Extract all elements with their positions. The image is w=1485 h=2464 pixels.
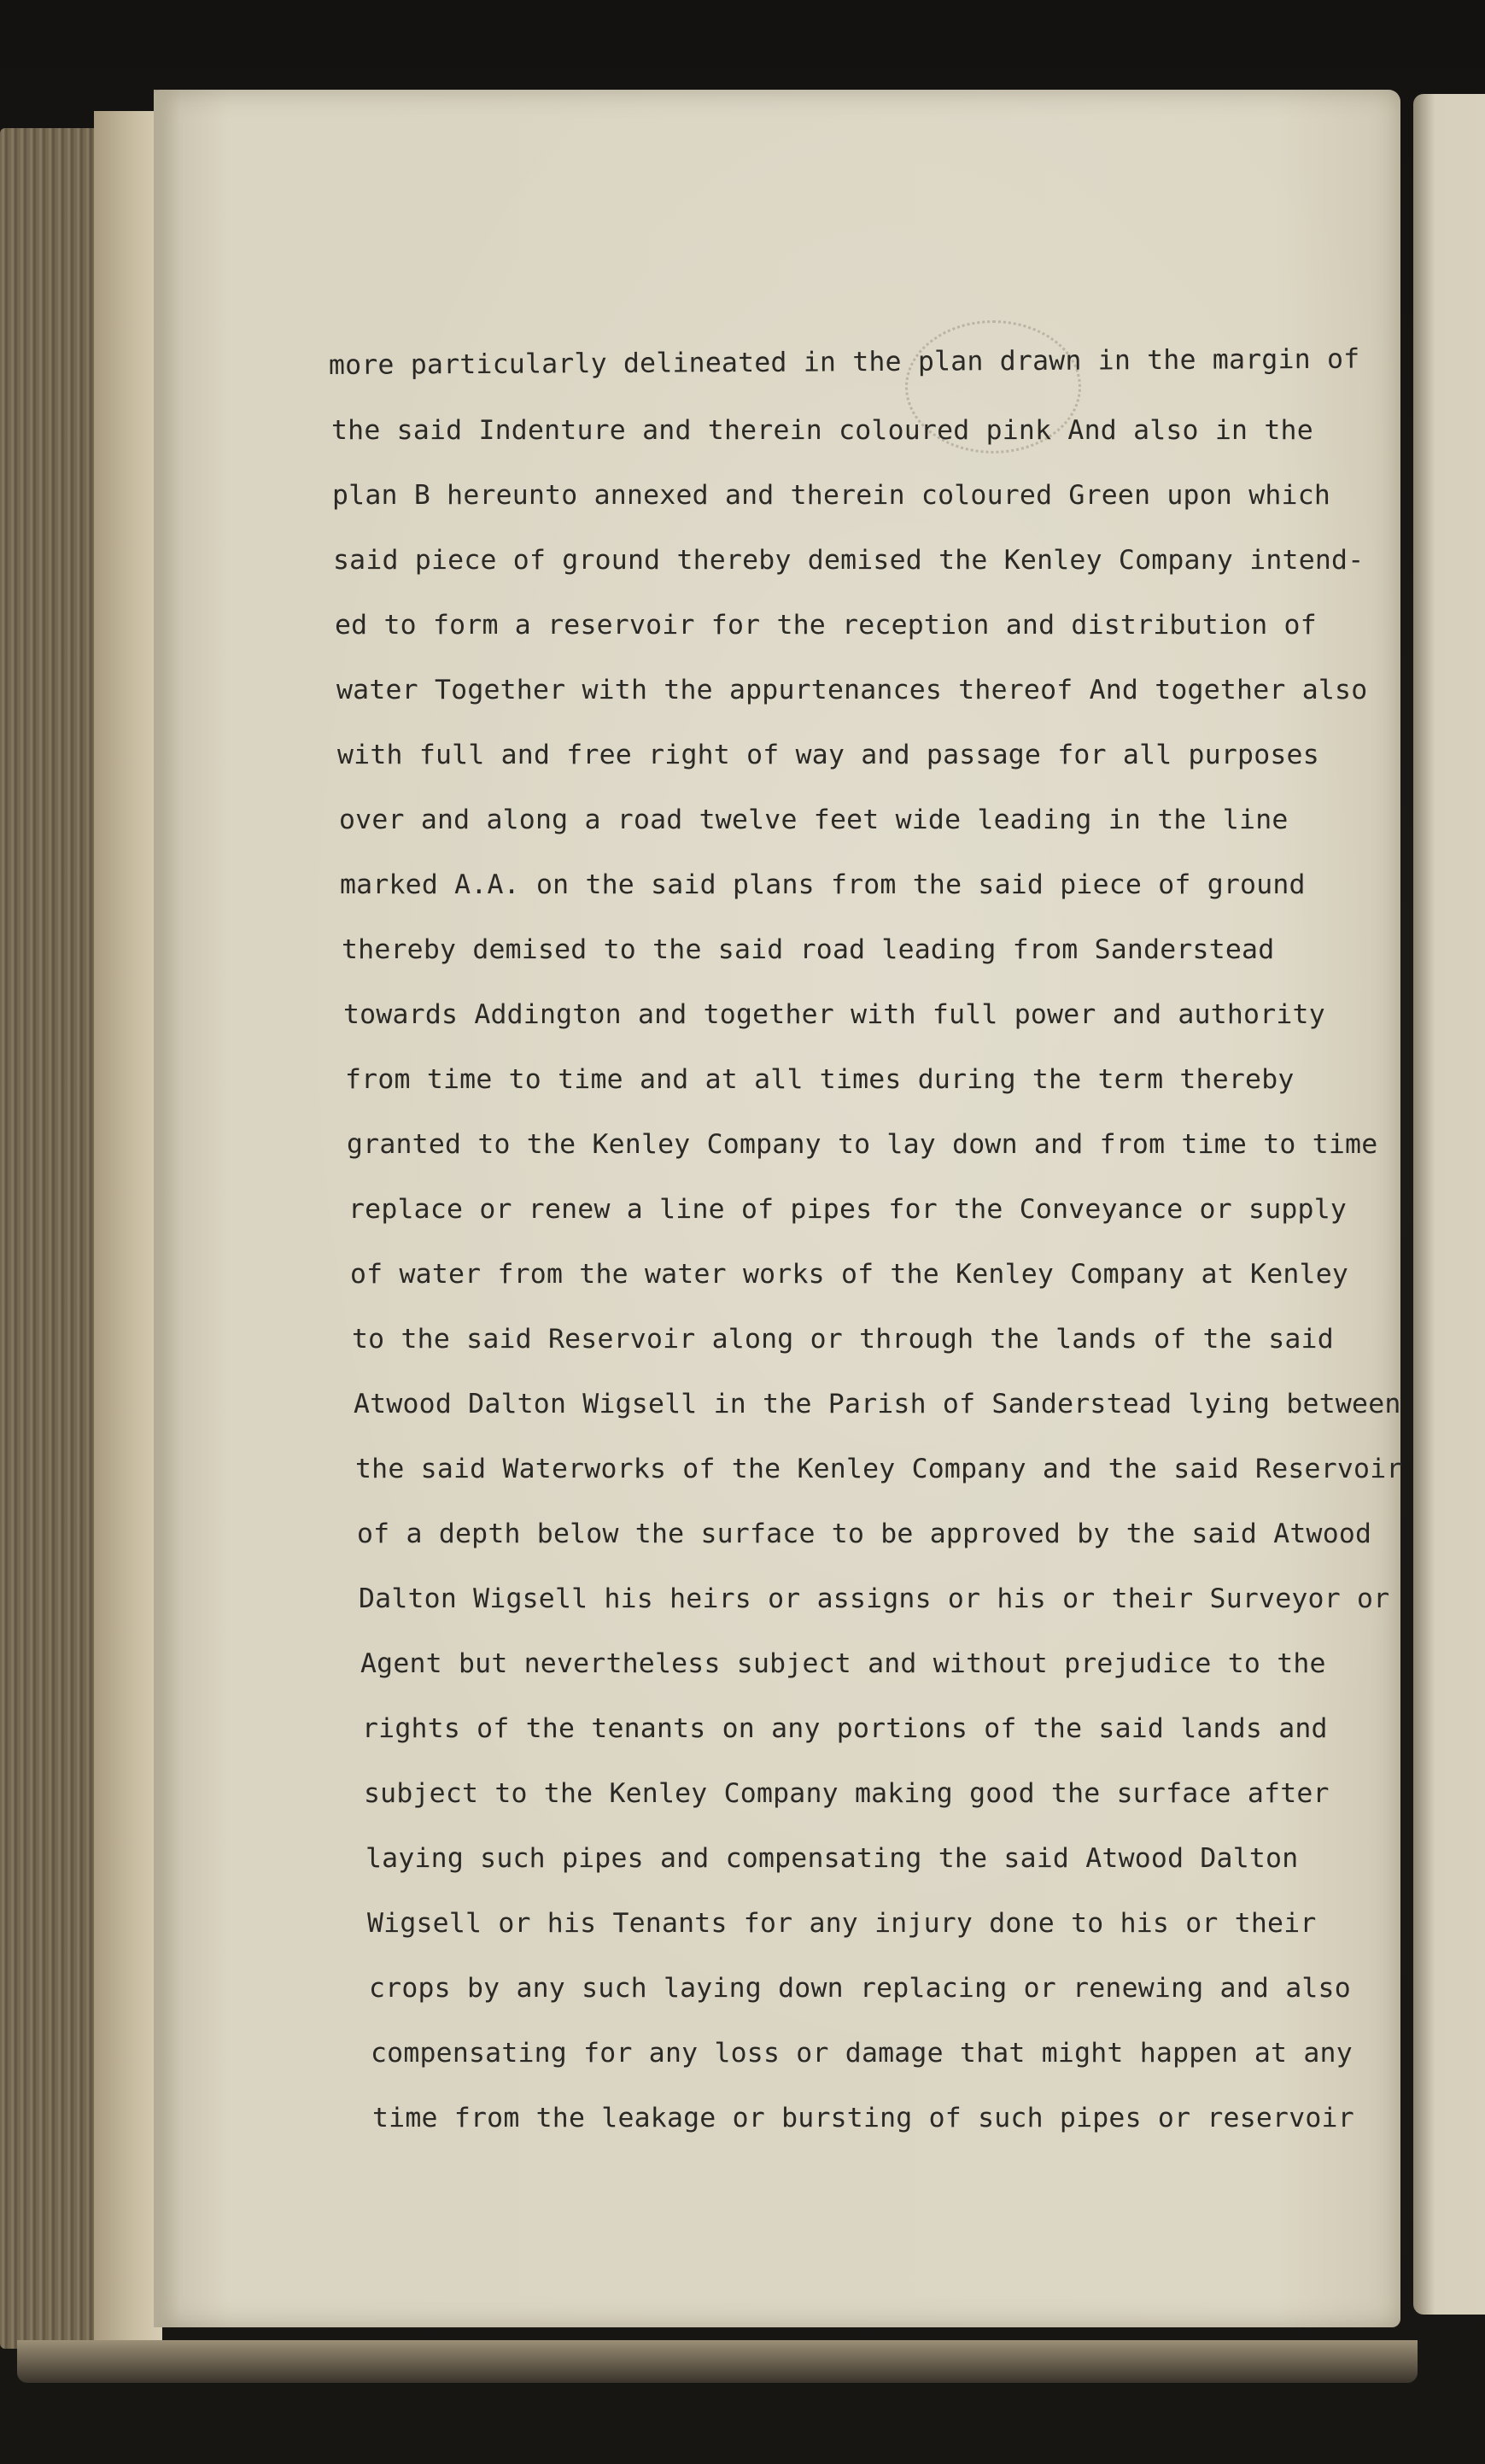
text-line: rights of the tenants on any portions of the said lands and <box>362 1713 1328 1744</box>
text-line: Atwood Dalton Wigsell in the Parish of Sanderstead lying between <box>354 1389 1401 1419</box>
text-line: to the said Reservoir along or through the lands of the said <box>352 1324 1334 1355</box>
facing-page-edge <box>1413 94 1485 2315</box>
text-line: Agent but nevertheless subject and without prejudice to the <box>360 1648 1326 1679</box>
text-line: Dalton Wigsell his heirs or assigns or his or their Surveyor or <box>359 1583 1390 1614</box>
text-line: water Together with the appurtenances thereof And together also <box>336 675 1368 705</box>
text-line: with full and free right of way and passage for all purposes <box>337 740 1319 770</box>
text-line: the said Waterworks of the Kenley Company and the said Reservoir <box>355 1454 1403 1484</box>
text-line: from time to time and at all times during the term thereby <box>345 1064 1295 1095</box>
text-line: thereby demised to the said road leading from Sanderstead <box>342 934 1275 965</box>
page-gutter <box>154 90 179 2327</box>
text-line: crops by any such laying down replacing or renewing and also <box>369 1973 1351 2004</box>
text-line: marked A.A. on the said plans from the said piece of ground <box>340 869 1306 900</box>
text-line: granted to the Kenley Company to lay down and from time to time <box>347 1129 1378 1160</box>
text-line: the said Indenture and therein coloured pink And also in the <box>331 415 1313 446</box>
text-line: time from the leakage or bursting of such pipes or reservoir <box>372 2103 1354 2133</box>
text-line: ed to form a reservoir for the reception and distribution of <box>335 610 1317 641</box>
text-line: plan B hereunto annexed and therein coloured Green upon which <box>332 480 1331 511</box>
book-bottom-edge <box>17 2340 1418 2383</box>
text-line: compensating for any loss or damage that might happen at any <box>371 2038 1353 2069</box>
text-line: towards Addington and together with full power and authority <box>343 999 1325 1030</box>
text-line: said piece of ground thereby demised the Kenley Company intend- <box>333 545 1365 576</box>
book-page-stack <box>94 111 162 2366</box>
text-line: over and along a road twelve feet wide leading in the line <box>339 805 1289 835</box>
text-line: subject to the Kenley Company making good the surface after <box>364 1778 1330 1809</box>
text-line: more particularly delineated in the plan drawn in the margin of <box>328 343 1360 381</box>
text-line: Wigsell or his Tenants for any injury done to his or their <box>367 1908 1317 1939</box>
text-line: of a depth below the surface to be approved by the said Atwood <box>357 1519 1372 1549</box>
text-line: replace or renew a line of pipes for the Conveyance or supply <box>348 1194 1348 1225</box>
text-line: of water from the water works of the Kenley Company at Kenley <box>350 1259 1349 1290</box>
text-line: laying such pipes and compensating the said Atwood Dalton <box>365 1843 1299 1874</box>
